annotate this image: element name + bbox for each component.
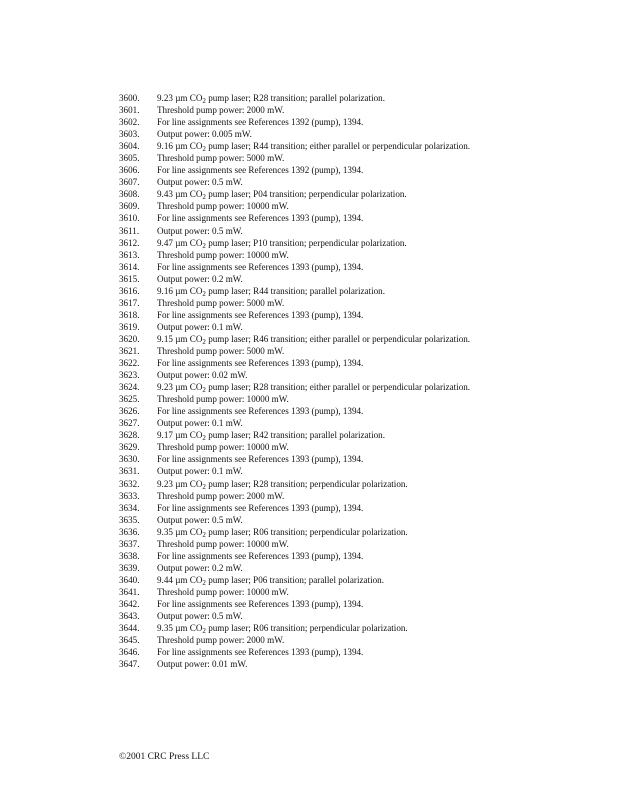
note-item — [119, 333, 501, 345]
note-item — [119, 164, 501, 176]
note-text-main: Output power: 0.5 mW. — [157, 177, 243, 188]
note-number: 3647. — [119, 659, 140, 670]
note-text — [157, 128, 501, 140]
note-number: 3631. — [119, 466, 140, 477]
note-item — [119, 321, 501, 333]
note-item — [119, 128, 501, 140]
note-number: 3610. — [119, 213, 140, 224]
note-number: 3615. — [119, 273, 140, 284]
note-text — [157, 417, 501, 429]
note-number: 3607. — [119, 177, 140, 188]
note-item — [119, 465, 501, 477]
note-text — [157, 237, 501, 249]
note-text-main: Output power: 0.2 mW. — [157, 273, 243, 284]
note-item — [119, 212, 501, 224]
note-item — [119, 610, 501, 622]
note-number: 3638. — [119, 550, 140, 561]
note-text-main: Output power: 0.1 mW. — [157, 466, 243, 477]
note-number: 3640. — [119, 574, 140, 585]
note-number: 3616. — [119, 285, 140, 296]
note-text — [157, 140, 501, 152]
note-number: 3613. — [119, 249, 140, 260]
note-text — [157, 453, 501, 465]
note-text-main: 9.47 µm CO — [157, 237, 203, 248]
subscript: 2 — [202, 193, 206, 202]
note-text — [157, 285, 501, 297]
note-text — [157, 164, 501, 176]
note-item — [119, 92, 501, 104]
note-text — [157, 116, 501, 128]
note-item — [119, 514, 501, 526]
note-text-main: Threshold pump power: 10000 mW. — [157, 538, 289, 549]
note-text — [157, 297, 501, 309]
note-number: 3618. — [119, 309, 140, 320]
note-number: 3642. — [119, 598, 140, 609]
note-text-main: Threshold pump power: 10000 mW. — [157, 586, 289, 597]
subscript: 2 — [202, 337, 206, 346]
note-number: 3632. — [119, 478, 140, 489]
note-item — [119, 405, 501, 417]
note-item — [119, 273, 501, 285]
note-text-tail: pump laser; R28 transition; perpendicular polarization. — [205, 478, 408, 489]
note-text-main: Output power: 0.1 mW. — [157, 418, 243, 429]
note-text — [157, 333, 501, 345]
note-number: 3604. — [119, 141, 140, 152]
note-item — [119, 586, 501, 598]
note-text — [157, 309, 501, 321]
note-text — [157, 225, 501, 237]
note-item — [119, 309, 501, 321]
note-text-main: Output power: 0.5 mW. — [157, 225, 243, 236]
note-text-main: 9.35 µm CO — [157, 623, 203, 634]
note-text-main: Output power: 0.2 mW. — [157, 562, 243, 573]
note-number: 3603. — [119, 129, 140, 140]
note-number: 3627. — [119, 418, 140, 429]
note-text — [157, 212, 501, 224]
note-text-main: 9.17 µm CO — [157, 430, 203, 441]
note-text-main: Threshold pump power: 10000 mW. — [157, 442, 289, 453]
subscript: 2 — [202, 386, 206, 395]
note-number: 3606. — [119, 165, 140, 176]
note-text-main: For line assignments see References 1393 (pump), 1394. — [157, 502, 364, 513]
note-item — [119, 598, 501, 610]
note-text-main: Output power: 0.02 mW. — [157, 370, 248, 381]
note-number: 3630. — [119, 454, 140, 465]
note-text-main: For line assignments see References 1393 (pump), 1394. — [157, 647, 364, 658]
note-text-main: 9.23 µm CO — [157, 93, 203, 103]
subscript: 2 — [202, 145, 206, 154]
note-number: 3621. — [119, 345, 140, 356]
note-text-main: For line assignments see References 1392 (pump), 1394. — [157, 165, 364, 176]
note-text — [157, 441, 501, 453]
note-text-main: 9.16 µm CO — [157, 285, 203, 296]
note-item — [119, 104, 501, 116]
note-number: 3635. — [119, 514, 140, 525]
note-text — [157, 514, 501, 526]
note-text — [157, 634, 501, 646]
note-text-main: For line assignments see References 1393 (pump), 1394. — [157, 454, 364, 465]
note-text-main: Threshold pump power: 10000 mW. — [157, 249, 289, 260]
subscript: 2 — [202, 241, 206, 250]
note-text-main: For line assignments see References 1393 (pump), 1394. — [157, 598, 364, 609]
note-number: 3646. — [119, 647, 140, 658]
note-text-main: Threshold pump power: 5000 mW. — [157, 345, 285, 356]
note-text — [157, 152, 501, 164]
note-item — [119, 237, 501, 249]
note-item — [119, 188, 501, 200]
note-number: 3629. — [119, 442, 140, 453]
note-number: 3625. — [119, 394, 140, 405]
note-item — [119, 646, 501, 658]
note-text-main: 9.23 µm CO — [157, 382, 203, 393]
note-item — [119, 429, 501, 441]
note-item — [119, 261, 501, 273]
note-item — [119, 345, 501, 357]
note-item — [119, 393, 501, 405]
note-text-tail: pump laser; R28 transition; either parallel or perpendicular polarization. — [205, 382, 471, 393]
note-item — [119, 622, 501, 634]
note-item — [119, 249, 501, 261]
note-item — [119, 140, 501, 152]
note-number: 3608. — [119, 189, 140, 200]
note-text-main: Output power: 0.005 mW. — [157, 129, 252, 140]
note-item — [119, 502, 501, 514]
note-item — [119, 574, 501, 586]
note-text — [157, 200, 501, 212]
note-item — [119, 381, 501, 393]
note-text — [157, 574, 501, 586]
note-item — [119, 357, 501, 369]
note-item — [119, 285, 501, 297]
note-item — [119, 417, 501, 429]
note-item — [119, 152, 501, 164]
note-item — [119, 369, 501, 381]
note-number: 3601. — [119, 105, 140, 116]
note-item — [119, 550, 501, 562]
note-text-main: Threshold pump power: 10000 mW. — [157, 201, 289, 212]
note-number: 3633. — [119, 490, 140, 501]
subscript: 2 — [202, 482, 206, 491]
note-text — [157, 345, 501, 357]
note-text-main: For line assignments see References 1393 (pump), 1394. — [157, 309, 364, 320]
subscript: 2 — [202, 627, 206, 636]
note-text — [157, 92, 501, 104]
note-text-main: 9.43 µm CO — [157, 189, 203, 200]
note-item — [119, 478, 501, 490]
note-text-main: Output power: 0.01 mW. — [157, 659, 248, 670]
note-item — [119, 526, 501, 538]
note-item — [119, 176, 501, 188]
note-text — [157, 622, 501, 634]
subscript: 2 — [202, 530, 206, 539]
note-text-main: 9.23 µm CO — [157, 478, 203, 489]
note-item — [119, 658, 501, 670]
note-item — [119, 562, 501, 574]
note-text — [157, 550, 501, 562]
note-text-main: Threshold pump power: 10000 mW. — [157, 394, 289, 405]
note-text-main: Output power: 0.5 mW. — [157, 514, 243, 525]
note-item — [119, 634, 501, 646]
note-text-main: For line assignments see References 1393 (pump), 1394. — [157, 213, 364, 224]
note-text-tail: pump laser; P10 transition; perpendicular polarization. — [205, 237, 407, 248]
note-number: 3644. — [119, 623, 140, 634]
note-text-main: For line assignments see References 1392 (pump), 1394. — [157, 117, 364, 128]
note-number: 3636. — [119, 526, 140, 537]
note-item — [119, 453, 501, 465]
note-text-main: For line assignments see References 1393 (pump), 1394. — [157, 358, 364, 369]
note-text — [157, 538, 501, 550]
note-text — [157, 658, 501, 670]
note-number: 3600. — [119, 93, 140, 103]
note-text-tail: pump laser; R42 transition; parallel polarization. — [205, 430, 385, 441]
note-text-tail: pump laser; R44 transition; either parallel or perpendicular polarization. — [205, 141, 471, 152]
copyright-footer: ©2001 CRC Press LLC — [119, 752, 210, 762]
note-number: 3620. — [119, 333, 140, 344]
note-number: 3645. — [119, 635, 140, 646]
note-text — [157, 562, 501, 574]
note-number: 3617. — [119, 297, 140, 308]
note-text — [157, 249, 501, 261]
note-text — [157, 393, 501, 405]
note-text — [157, 369, 501, 381]
note-text-main: Threshold pump power: 2000 mW. — [157, 490, 285, 501]
subscript: 2 — [202, 289, 206, 298]
note-number: 3641. — [119, 586, 140, 597]
note-text — [157, 321, 501, 333]
note-text-main: For line assignments see References 1393 (pump), 1394. — [157, 406, 364, 417]
note-text — [157, 261, 501, 273]
note-text-tail: pump laser; P04 transition; perpendicular polarization. — [205, 189, 407, 200]
note-number: 3623. — [119, 370, 140, 381]
note-text — [157, 526, 501, 538]
note-item — [119, 225, 501, 237]
note-number: 3634. — [119, 502, 140, 513]
note-item — [119, 200, 501, 212]
note-number: 3619. — [119, 321, 140, 332]
note-text-main: Threshold pump power: 2000 mW. — [157, 105, 285, 116]
note-text — [157, 490, 501, 502]
subscript: 2 — [202, 578, 206, 587]
note-text — [157, 405, 501, 417]
note-text-main: For line assignments see References 1393 (pump), 1394. — [157, 261, 364, 272]
subscript: 2 — [202, 434, 206, 443]
note-text-tail: pump laser; R44 transition; parallel polarization. — [205, 285, 385, 296]
note-item — [119, 490, 501, 502]
note-text-main: 9.15 µm CO — [157, 333, 203, 344]
note-text — [157, 176, 501, 188]
note-item — [119, 441, 501, 453]
note-text — [157, 188, 501, 200]
note-number: 3612. — [119, 237, 140, 248]
note-text-tail: pump laser; R06 transition; perpendicular polarization. — [205, 623, 408, 634]
note-text — [157, 465, 501, 477]
note-number: 3602. — [119, 117, 140, 128]
note-number: 3643. — [119, 611, 140, 622]
note-text-main: Threshold pump power: 5000 mW. — [157, 153, 285, 164]
note-text-tail: pump laser; R06 transition; perpendicular polarization. — [205, 526, 408, 537]
note-text-tail: pump laser; R46 transition; either parallel or perpendicular polarization. — [205, 333, 471, 344]
note-text-main: For line assignments see References 1393 (pump), 1394. — [157, 550, 364, 561]
note-text — [157, 104, 501, 116]
note-number: 3609. — [119, 201, 140, 212]
note-text-tail: pump laser; R28 transition; parallel polarization. — [205, 93, 385, 103]
note-text — [157, 429, 501, 441]
note-number: 3637. — [119, 538, 140, 549]
note-number: 3605. — [119, 153, 140, 164]
subscript: 2 — [202, 97, 206, 105]
note-text — [157, 502, 501, 514]
note-number: 3614. — [119, 261, 140, 272]
note-item — [119, 538, 501, 550]
note-number: 3611. — [119, 225, 140, 236]
note-text-main: 9.16 µm CO — [157, 141, 203, 152]
note-text — [157, 273, 501, 285]
note-number: 3622. — [119, 358, 140, 369]
note-text — [157, 357, 501, 369]
note-text-main: 9.44 µm CO — [157, 574, 203, 585]
note-text-main: Threshold pump power: 2000 mW. — [157, 635, 285, 646]
note-text — [157, 478, 501, 490]
note-text — [157, 598, 501, 610]
note-item — [119, 116, 501, 128]
notes-list — [119, 92, 501, 670]
note-text — [157, 381, 501, 393]
note-item — [119, 297, 501, 309]
note-number: 3624. — [119, 382, 140, 393]
note-number: 3639. — [119, 562, 140, 573]
note-text — [157, 646, 501, 658]
note-text-main: Threshold pump power: 5000 mW. — [157, 297, 285, 308]
note-number: 3626. — [119, 406, 140, 417]
note-text-main: 9.35 µm CO — [157, 526, 203, 537]
note-text — [157, 610, 501, 622]
note-text-main: Output power: 0.5 mW. — [157, 611, 243, 622]
note-text-main: Output power: 0.1 mW. — [157, 321, 243, 332]
note-text — [157, 586, 501, 598]
note-text-tail: pump laser; P06 transition; parallel polarization. — [205, 574, 384, 585]
note-number: 3628. — [119, 430, 140, 441]
